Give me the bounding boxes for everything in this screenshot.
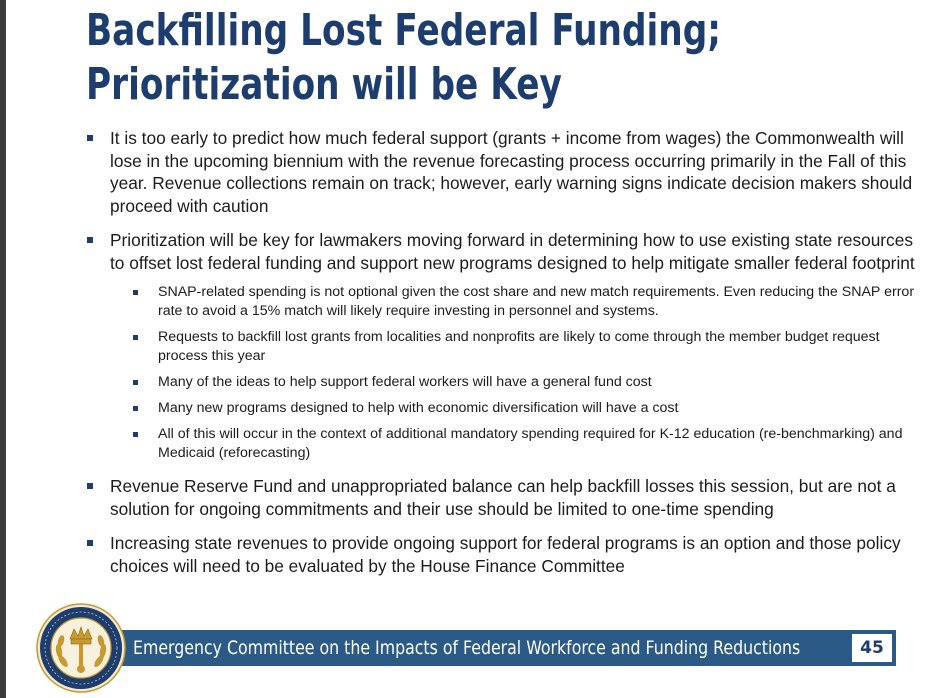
bullet-item (86, 532, 926, 577)
sub-bullet-item: SNAP-related spending is not optional given the cost share and new match requirements. Even reducing the SNAP error rate to avoid a 15% match will likely require investing in personnel and systems. (133, 283, 926, 321)
page-number: 45 (860, 638, 884, 658)
bullet-text: Prioritization will be key for lawmakers moving forward in determining how to use existing state resources to offset lost federal funding and support new programs designed to help mitigate smaller federal footprint (110, 230, 915, 273)
bullet-item (86, 127, 926, 217)
slide-title (86, 4, 741, 112)
sub-bullet-item: Many of the ideas to help support federal workers will have a general fund cost (133, 373, 926, 392)
bullet-text: Revenue Reserve Fund and unappropriated balance can help backfill losses this session, but are not a solution for ongoing commitments and their use should be limited to one-time spending (110, 476, 896, 519)
bullet-text: Increasing state revenues to provide ongoing support for federal programs is an option and those policy choices will need to be evaluated by the House Finance Committee (110, 533, 901, 576)
title-line-2: Prioritization will be Key (86, 59, 562, 110)
house-of-delegates-seal-icon (36, 603, 126, 693)
bullet-item (86, 229, 926, 463)
bullet-item (86, 475, 926, 520)
bullet-list (86, 127, 926, 577)
sub-bullet-item: All of this will occur in the context of additional mandatory spending required for K-12 education (re-benchmarking) and Medicaid (reforecasting) (133, 425, 926, 463)
sub-bullet-list (133, 283, 926, 463)
sub-bullet-item: Many new programs designed to help with economic diversification will have a cost (133, 399, 926, 418)
sub-bullet-item: Requests to backfill lost grants from localities and nonprofits are likely to come through the member budget request process this year (133, 328, 926, 366)
left-edge-bar (0, 0, 6, 698)
slide-body (86, 127, 926, 589)
title-line-1: Backfilling Lost Federal Funding; (86, 5, 722, 56)
footer-committee-name: Emergency Committee on the Impacts of Federal Workforce and Funding Reductions (133, 637, 801, 659)
bullet-text: It is too early to predict how much federal support (grants + income from wages) the Commonwealth will lose in the upcoming biennium with the revenue forecasting process occurring primarily in the Fall of this year. Revenue collections remain on track; however, early warning signs indicate decision makers should proceed with caution (110, 128, 913, 216)
